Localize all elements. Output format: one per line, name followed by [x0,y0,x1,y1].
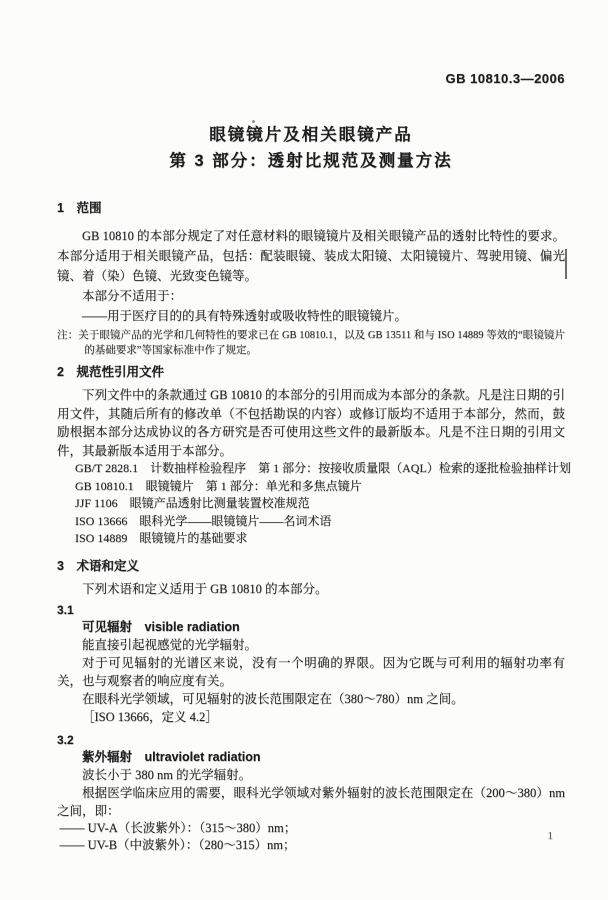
term-3-2-chinese: 紫外辐射 [82,749,133,764]
reference-item: JJF 1106 眼镜产品透射比测量装置校准规范 [75,496,310,510]
document-title-line1: 眼镜镜片及相关眼镜产品 [209,126,413,144]
term-3-1-note1: 对于可见辐射的光谱区来说，没有一个明确的界限。因为它既与可利用的辐射功率有关，也与观察者的响应度有关。 [57,655,565,688]
uv-a-item: —— UV-A（长波紫外）：（315～380）nm； [59,820,297,835]
scope-note: 注：关于眼镜产品的光学和几何特性的要求已在 GB 10810.1，以及 GB 13511 和与 ISO 14889 等效的“眼镜镜片的基础要求”等国家标准中作了规定。 [57,330,565,356]
uv-b-item: —— UV-B（中波紫外）：（280～315）nm； [59,837,296,852]
reference-item: GB 10810.1 眼镜镜片 第 1 部分：单光和多焦点镜片 [75,478,362,493]
normative-references-paragraph: 下列文件中的条款通过 GB 10810 的本部分的引用而成为本部分的条款。凡是注日期的引用文件，其随后所有的修改单（不包括勘误的内容）或修订版均不适用于本部分，然而，鼓励根据本部分达成协议的各方研究是否可使用这些文件的最新版本。凡是不注日期的引用文件，其最新版本适用于本部分。 [57,388,565,458]
reference-item: GB/T 2828.1 计数抽样检验程序 第 1 部分：按接收质量限（AQL）检索的逐批检验抽样计划 [75,461,571,475]
scope-exclusion-intro: 本部分不适用于： [82,289,183,303]
term-3-1-number: 3.1 [57,602,74,617]
section-1-heading: 1 范围 [57,201,102,215]
reference-item: ISO 14889 眼镜镜片的基础要求 [75,531,248,545]
scan-artifact-dot [252,120,255,123]
document-title-line2: 第 3 部分：透射比规范及测量方法 [169,152,453,170]
section-3-heading: 3 术语和定义 [57,558,139,573]
reference-list [57,460,571,548]
term-3-1-english: visible radiation [144,619,240,634]
term-3-2-english: ultraviolet radiation [144,749,261,764]
section-2-heading: 2 规范性引用文件 [57,365,164,379]
term-3-2-heading [57,748,565,766]
term-3-1-source: ［ISO 13666，定义 4.2］ [82,709,218,724]
terms-intro: 下列术语和定义适用于 GB 10810 的本部分。 [82,581,328,596]
scope-exclusion-item: ——用于医疗目的的具有特殊透射或吸收特性的眼镜镜片。 [82,309,408,323]
term-3-2-number: 3.2 [57,732,74,747]
term-3-1-heading [57,618,565,636]
reference-item: ISO 13666 眼科光学——眼镜镜片——名词术语 [75,513,332,528]
term-3-1-definition: 能直接引起视感觉的光学辐射。 [82,637,258,652]
page-number: 1 [547,830,553,842]
term-3-2-definition: 波长小于 380 nm 的光学辐射。 [82,767,252,782]
scan-artifact-line [565,249,567,279]
term-3-1-chinese: 可见辐射 [82,619,133,634]
term-3-2-note1: 根据医学临床应用的需要，眼科光学领域对紫外辐射的波长范围限定在（200～380）nm 之间，即： [57,785,565,818]
scope-paragraph: GB 10810 的本部分规定了对任意材料的眼镜镜片及相关眼镜产品的透射比特性的要求。本部分适用于相关眼镜产品，包括：配装眼镜、装成太阳镜、太阳镜镜片、驾驶用镜、偏光镜、着（染）色镜、光致变色镜等。 [57,229,565,283]
standard-number: GB 10810.3—2006 [445,71,565,86]
term-3-1-note2: 在眼科光学领域，可见辐射的波长范围限定在（380～780）nm 之间。 [82,691,464,706]
